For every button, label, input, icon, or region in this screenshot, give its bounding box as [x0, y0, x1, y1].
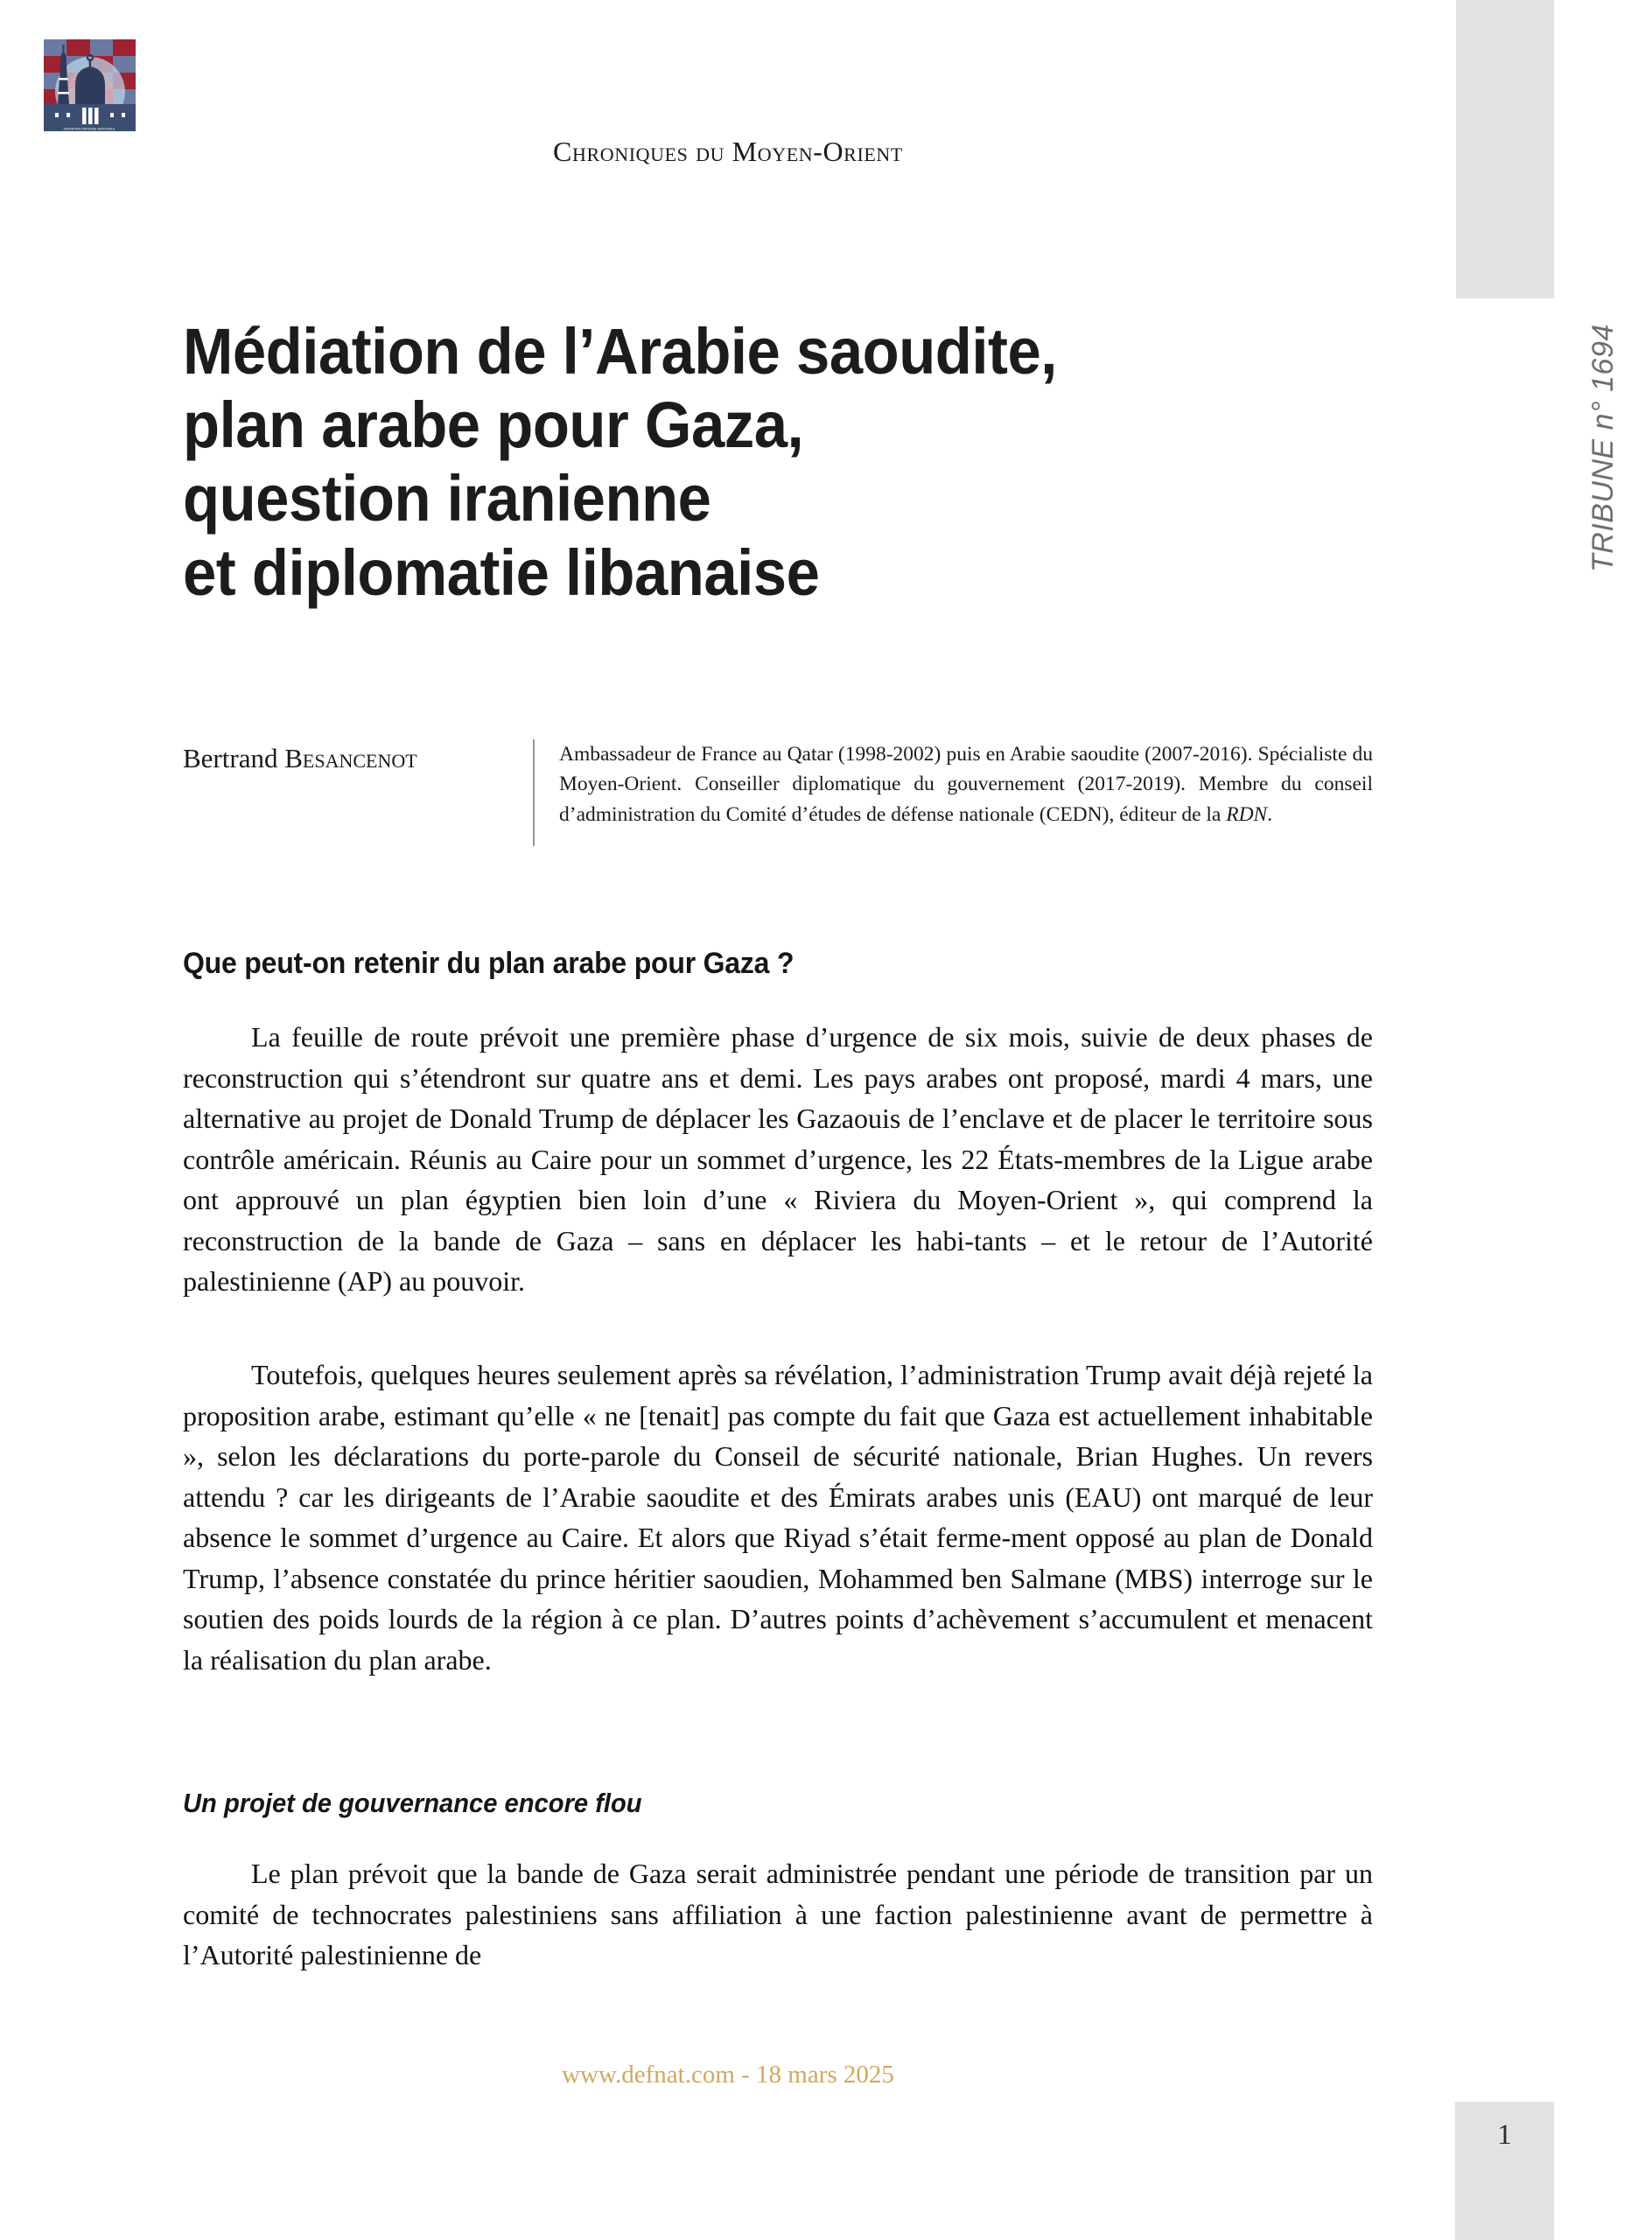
- page-title: [183, 315, 1290, 610]
- publisher-logo: [44, 39, 136, 131]
- author-family-name: Besancenot: [284, 743, 417, 774]
- section-heading-2: Un projet de gouvernance encore flou: [183, 1788, 642, 1818]
- running-head: Chroniques du Moyen-Orient: [553, 136, 903, 167]
- section-1-heading-wrap: [183, 947, 1373, 981]
- page-number-box: [1455, 2102, 1554, 2240]
- author-bio-italic: RDN: [1226, 802, 1268, 826]
- paragraph: Le plan prévoit que la bande de Gaza serait administrée pendant une période de transition par un comité de technocrates palestiniens sans affiliation à une faction palestinienne avant de permettre à l’Autorité palestinienne de: [183, 1858, 1373, 1971]
- section-1-paragraph-2-wrap: [183, 1354, 1373, 1680]
- page-number: 1: [1497, 2119, 1512, 2151]
- section-1-paragraph-1-wrap: [183, 1017, 1373, 1302]
- section-heading-1: Que peut-on retenir du plan arabe pour Gaza ?: [183, 947, 794, 980]
- byline-divider: [533, 739, 535, 846]
- defnat-logo-icon: [44, 39, 136, 131]
- author-given-name: Bertrand: [183, 743, 285, 774]
- tribune-number-label: TRIBUNE n° 1694: [1586, 324, 1620, 572]
- logo-caption-text: UNION-IRIS DEFENSE NATIONALE: [63, 127, 116, 131]
- author-bio-end: .: [1267, 802, 1273, 826]
- title-line-3: question iranienne: [183, 462, 711, 536]
- title-line-2: plan arabe pour Gaza,: [183, 388, 804, 461]
- author-bio-text: Ambassadeur de France au Qatar (1998-2002) puis en Arabie saoudite (2007-2016). Spécialiste du Moyen-Orient. Conseiller diplomatique du gouvernement (2017-2019). Membre du conseil d’administration du Comité d’études de défense nationale (CEDN), éditeur de la: [559, 743, 1373, 826]
- byline: [183, 739, 1373, 846]
- title-line-1: Médiation de l’Arabie saoudite,: [183, 314, 1057, 388]
- author-name: [183, 739, 533, 774]
- section-2-paragraph-1-wrap: [183, 1853, 1373, 1976]
- section-2-heading-wrap: [183, 1788, 1373, 1819]
- footer-url-date: www.defnat.com - 18 mars 2025: [562, 2061, 894, 2089]
- paragraph: La feuille de route prévoit une première phase d’urgence de six mois, suivie de deux phases de reconstruction qui s’étendront sur quatre ans et demi. Les pays arabes ont proposé, mardi 4 mars, une alternative au projet de Donald Trump de déplacer les Gazaouis de l’enclave et de placer le territoire sous contrôle américain. Réunis au Caire pour un sommet d’urgence, les 22 États-membres de la Ligue arabe ont approuvé un plan égyptien bien loin d’une « Riviera du Moyen-Orient », qui comprend la reconstruction de la bande de Gaza – sans en déplacer les habi-tants – et le retour de l’Autorité palestinienne (AP) au pouvoir.: [183, 1021, 1373, 1298]
- logo-columns: [82, 108, 99, 124]
- tribune-tab: [1456, 0, 1620, 572]
- paragraph: Toutefois, quelques heures seulement après sa révélation, l’administration Trump avait déjà rejeté la proposition arabe, estimant qu’elle « ne [tenait] pas compte du fait que Gaza est actuellement inhabitable », selon les déclarations du porte-parole du Conseil de sécurité nationale, Brian Hughes. Un revers attendu ? car les dirigeants de l’Arabie saoudite et des Émirats arabes unis (EAU) ont marqué de leur absence le sommet d’urgence au Caire. Et alors que Riyad s’était ferme-ment opposé au plan de Donald Trump, l’absence constatée du prince héritier saoudien, Mohammed ben Salmane (MBS) interroge sur le soutien des poids lourds de la région à ce plan. D’autres points d’achèvement s’accumulent et menacent la réalisation du plan arabe.: [183, 1359, 1373, 1676]
- author-bio: [559, 739, 1373, 830]
- title-line-4: et diplomatie libanaise: [183, 536, 820, 609]
